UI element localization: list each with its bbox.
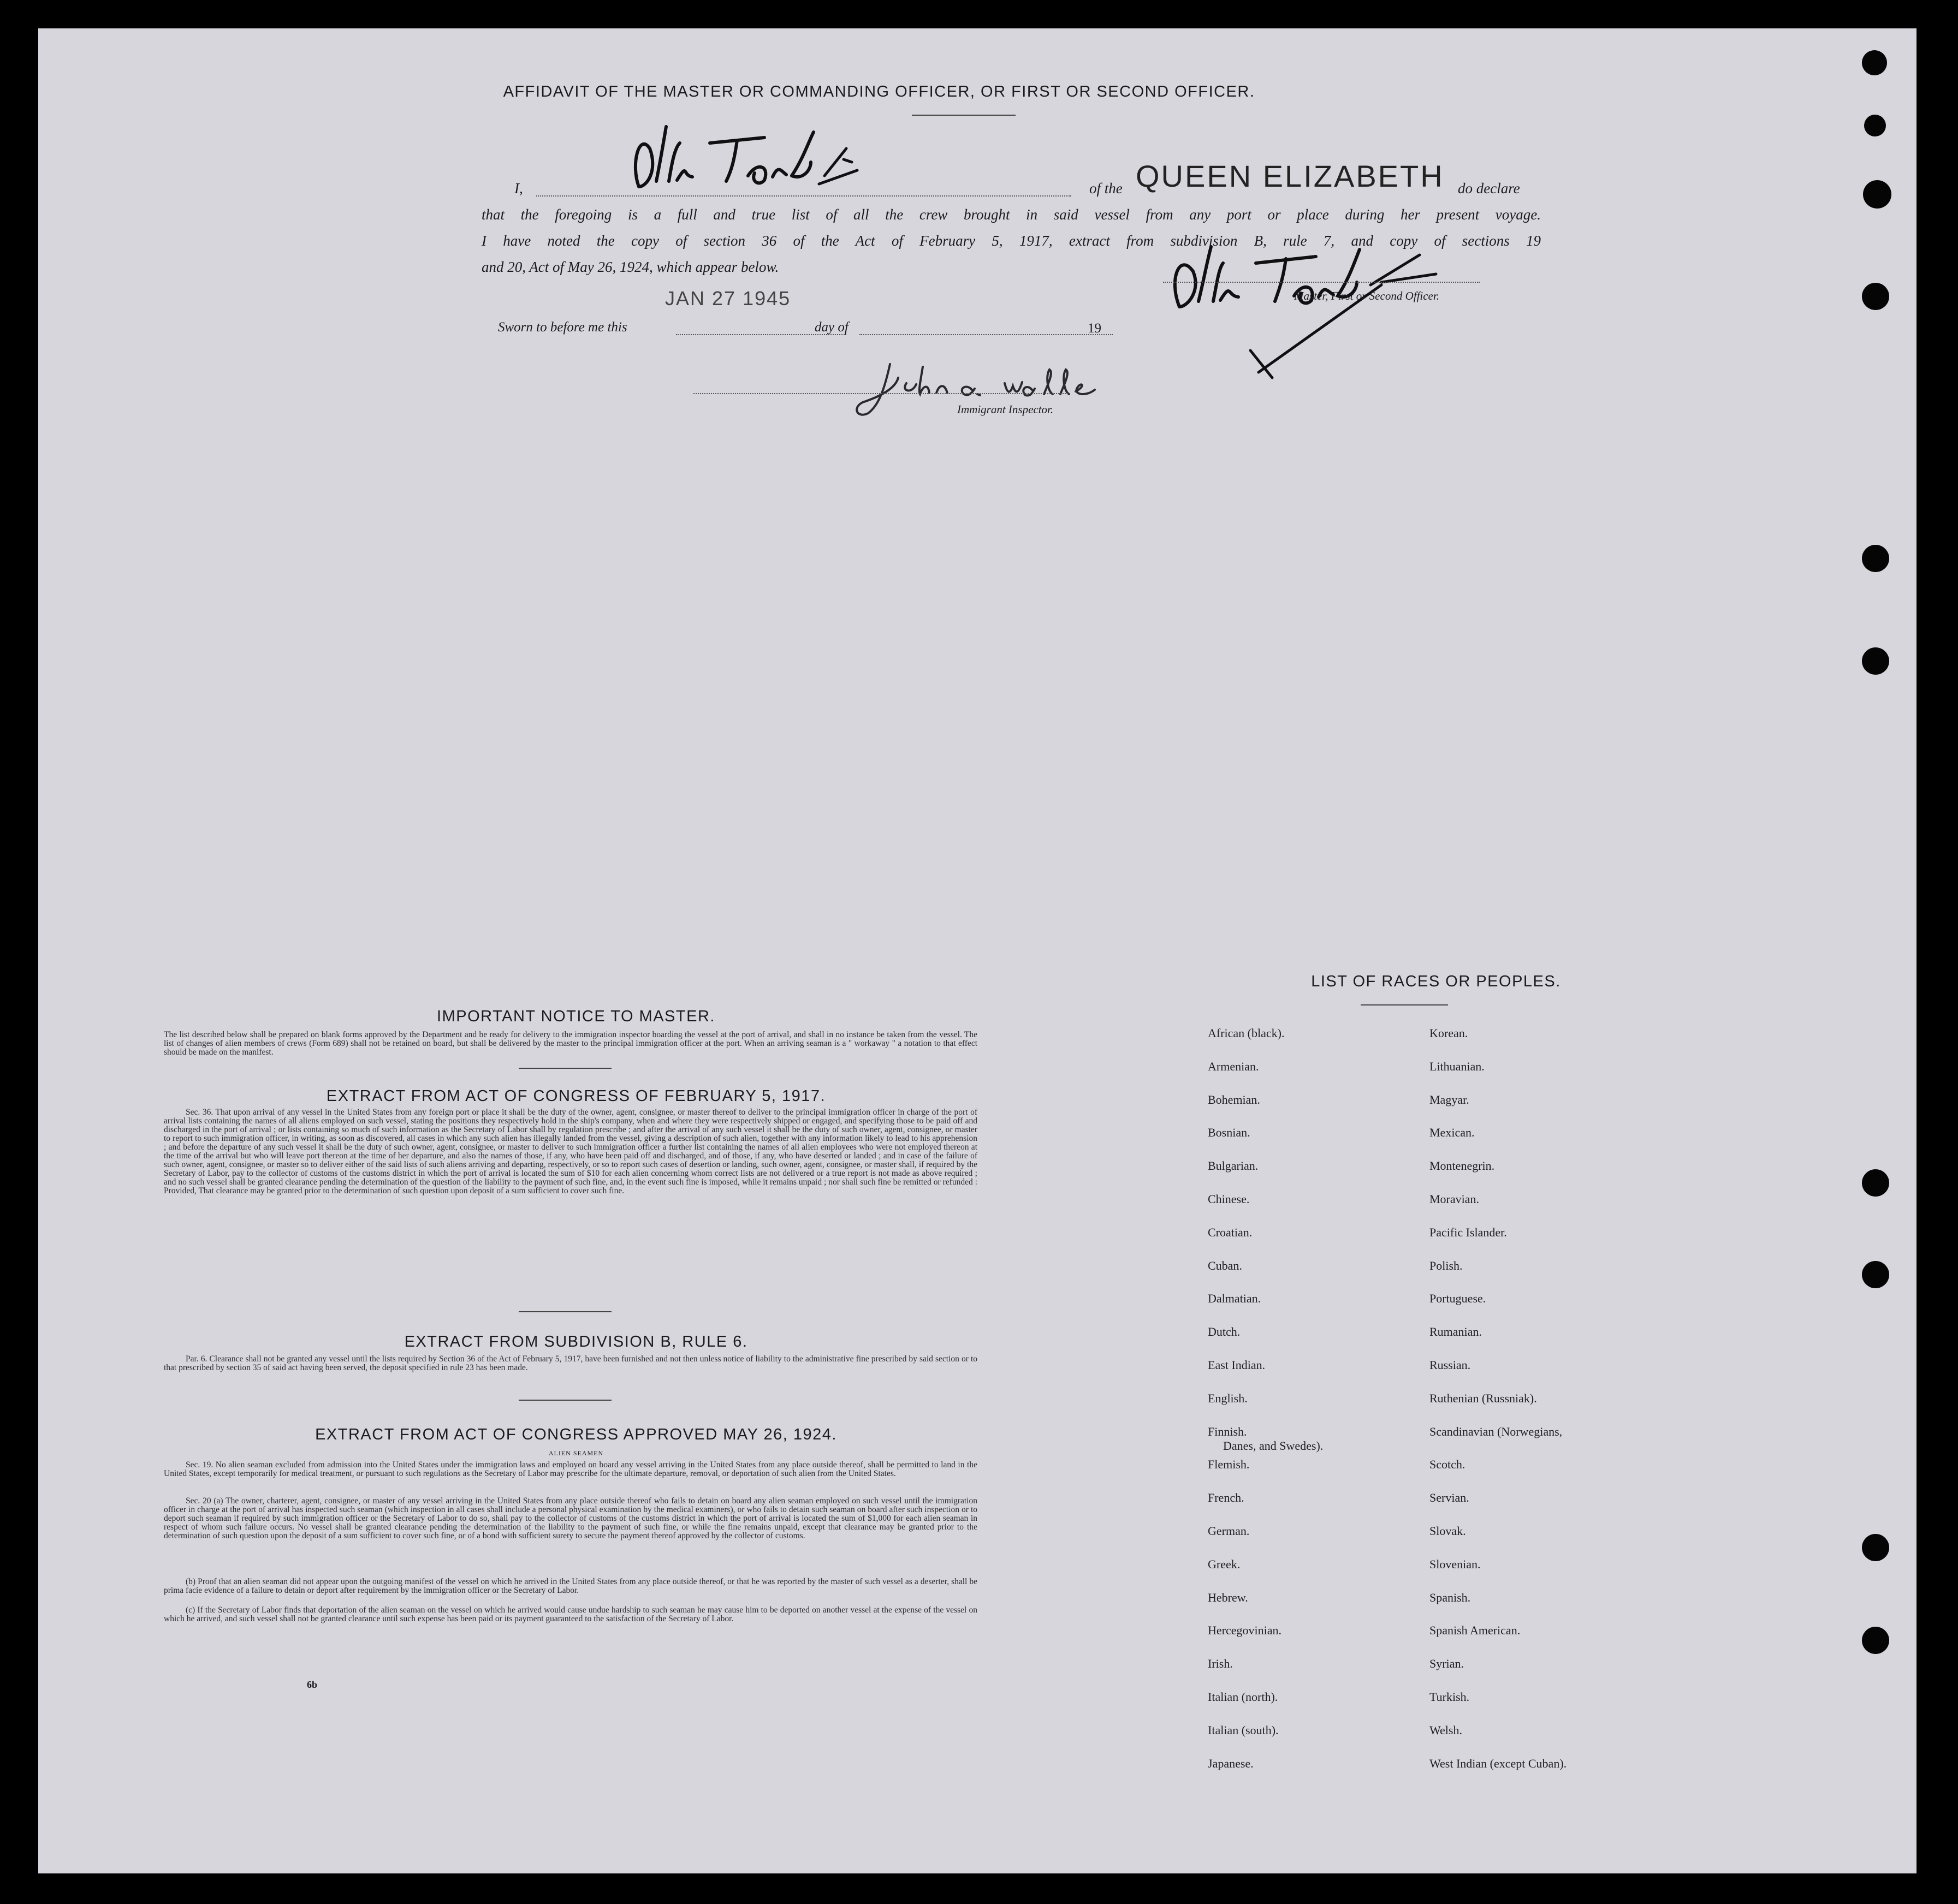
affidavit-title: AFFIDAVIT OF THE MASTER OR COMMANDING OFFICER, OR FIRST OR SECOND OFFICER. [503,83,1255,100]
race-item: Servian. [1429,1491,1469,1505]
signature-master-top [628,110,857,203]
punch-hole [1862,50,1887,75]
race-item: Moravian. [1429,1192,1480,1206]
race-item: Scotch. [1429,1457,1465,1472]
race-item: Flemish. [1208,1457,1250,1472]
date-stamp: JAN 27 1945 [665,287,791,310]
race-item: Korean. [1429,1026,1468,1040]
notice-title: IMPORTANT NOTICE TO MASTER. [437,1008,715,1025]
subdivision-text: Par. 6. Clearance shall not be granted any vessel until the lists required by Section 36 of the Act of February 5, 1917, have been furnished and not then unless notice of liability to the administrative fine prescribed by said section or to that prescribed by section 35 of said act having been served, the deposit specified in rule 23 has been made. [164,1354,977,1372]
sworn-month-line [859,334,1113,335]
document-page [38,28,1917,1873]
race-item: Hebrew. [1208,1590,1248,1604]
inspector-caption: Immigrant Inspector. [957,403,1054,416]
race-item: Japanese. [1208,1756,1254,1770]
race-item: Cuban. [1208,1258,1242,1272]
affidavit-do-declare: do declare [1458,180,1520,197]
act1924-section-19: Sec. 19. No alien seaman excluded from admission into the United States under the immigration laws and employed on board any vessel arriving in the United States from any place outside thereof, shall be permitted to land in the United States, except temporarily for medical treatment, or pursuant to such regulations as the Secretary of Labor may prescribe for the ultimate departure, removal, or deportation of such alien from the United States. [164,1460,977,1478]
race-item: Spanish American. [1429,1623,1521,1638]
notice-divider [519,1068,612,1069]
race-item: Welsh. [1429,1723,1462,1737]
master-caption: Master, First or Second Officer. [1294,289,1439,302]
race-item: Italian (south). [1208,1723,1279,1737]
race-item: Italian (north). [1208,1690,1278,1704]
race-item: Slovak. [1429,1524,1466,1538]
race-item: Bulgarian. [1208,1159,1259,1173]
punch-hole [1862,1261,1889,1288]
punch-hole [1862,1169,1889,1197]
race-item: Portuguese. [1429,1292,1486,1306]
race-item: Irish. [1208,1657,1233,1671]
race-item: Armenian. [1208,1059,1259,1073]
races-title: LIST OF RACES OR PEOPLES. [1311,973,1561,990]
affidavit-i: I, [514,180,523,197]
race-item: Slovenian. [1429,1557,1481,1571]
act1917-divider [519,1311,612,1312]
form-code: 6b [307,1679,318,1690]
race-item: Mexican. [1429,1126,1475,1140]
year-prefix: 19 [1088,321,1101,336]
race-item: Dutch. [1208,1325,1241,1339]
race-item: English. [1208,1391,1248,1405]
day-of-text: day of [815,320,849,335]
race-item: Spanish. [1429,1590,1471,1604]
act1917-text: Sec. 36. That upon arrival of any vessel in the United States from any foreign port or place it shall be the duty of the owner, agent, consignee, or master thereof to deliver to the principal immigration officer in charge of the port of arrival lists containing the names of all aliens employed on such vessel, stating the positions they respectively hold in the ship's company, when and where they were respectively shipped or engaged, and specifying those to be paid off and discharged in the port of arrival ; or lists containing so much of such information as the Secretary of Labor shall by regulation prescribe ; and after the arrival of any such vessel it shall be the duty of such owner, agent, consignee, or master to report to such immigration officer, in writing, as soon as discovered, all cases in which any such alien has illegally landed from the vessel, giving a description of such alien, together with any information likely to lead to his apprehension ; and before the departure of any such vessel it shall be the duty of such owner, agent, consignee, or master to deliver to such immigration officer a further list containing the names of all alien employees who were not employed thereon at the time of the arrival but who will leave port thereon at the time of her departure, and also the names of those, if any, who have been paid off and discharged, and of those, if any, who have deserted or landed ; and in case of the failure of such owner, agent, consignee, or master so to deliver either of the said lists of such aliens arriving and departing, respectively, or so to report such cases of desertion or landing, such owner, agent, consignee, or master shall, if required by the Secretary of Labor, pay to the collector of customs of the customs district in which the port of arrival is located the sum of $10 for each alien concerning whom correct lists are not delivered or a true report is not made as above required ; and no such vessel shall be granted clearance pending the determination of the question of the liability to the payment of such fine, and, in the event such fine is imposed, while it remains unpaid ; nor shall such fine be remitted or refunded : Provided, That clearance may be granted prior to the determination of such question upon deposit of a sum sufficient to cover such fine. [164,1108,977,1195]
race-item: Montenegrin. [1429,1159,1495,1173]
act1924-title: EXTRACT FROM ACT OF CONGRESS APPROVED MAY 26, 1924. [315,1426,837,1443]
act1924-section-20c: (c) If the Secretary of Labor finds that deportation of the alien seaman on the vessel on which he arrived would cause undue hardship to such seaman he may cause him to be deported on another vessel at the expense of the vessel on which he arrived, and such vessel shall not be granted clearance until such expense has been paid or its payment guaranteed to the satisfaction of the Secretary of Labor. [164,1605,977,1623]
punch-hole [1863,180,1891,209]
punch-hole [1862,1534,1889,1561]
race-item: Dalmatian. [1208,1292,1261,1306]
race-item: Scandinavian (Norwegians, [1429,1424,1563,1438]
race-item: West Indian (except Cuban). [1429,1756,1567,1770]
punch-hole [1862,545,1889,572]
race-item: Finnish. [1208,1424,1247,1438]
affidavit-line-2: I have noted the copy of section 36 of the Act of February 5, 1917, extract from subdivision B, rule 7, and copy of sections 19 [482,233,1541,249]
inspector-signature-line [693,393,1070,394]
race-item: East Indian. [1208,1358,1266,1372]
affidavit-line-1: that the foregoing is a full and true list of all the crew brought in said vessel from any port or place during her present voyage. [482,206,1541,223]
title-divider [912,115,1016,116]
punch-hole [1862,647,1889,675]
race-item: Croatian. [1208,1225,1253,1239]
act1924-subtitle: ALIEN SEAMEN [548,1449,604,1457]
race-item: Russian. [1429,1358,1471,1372]
race-item: Greek. [1208,1557,1241,1571]
race-item: African (black). [1208,1026,1285,1040]
act1924-section-20a: Sec. 20 (a) The owner, charterer, agent, consignee, or master of any vessel arriving in the United States from any place outside thereof who fails to detain on board any alien seaman employed on such vessel until the immigration officer in charge at the port of arrival has inspected such seaman (which inspection in all cases shall include a personal physical examination by the medical examiners), or who fails to detain such seaman on board after such inspection or to deport such seaman if required by such immigration officer or the Secretary of Labor to do so, shall pay to the collector of customs of the customs district in which the port of arrival is located the sum of $1,000 for each alien seaman in respect of whom such failure occurs. No vessel shall be granted clearance pending the determination of the liability to the payment of such fine, or while the fine remains unpaid, except that clearance may be granted prior to the determination of such question upon the deposit of a sum sufficient to cover such fine, or of a bond with sufficient surety to secure the payment thereof approved by the collector of customs. [164,1496,977,1540]
ship-name-stamp: QUEEN ELIZABETH [1136,159,1444,193]
race-item: Bohemian. [1208,1092,1260,1106]
master-signature-line [1163,282,1480,283]
race-item: German. [1208,1524,1250,1538]
affidavit-line-3: and 20, Act of May 26, 1924, which appear below. [482,259,779,275]
race-item: Bosnian. [1208,1126,1250,1140]
race-item: Rumanian. [1429,1325,1482,1339]
notice-text: The list described below shall be prepared on blank forms approved by the Department and be ready for delivery to the immigration inspector boarding the vessel at the port of arrival, and shall in no instance be taken from the vessel. The list of changes of alien members of crews (Form 689) shall not be retained on board, but shall be delivered by the master to the principal immigration officer at the port. When an arriving seaman is a " workaway " a notation to that effect should be made on the manifest. [164,1030,977,1057]
punch-hole [1862,1627,1889,1654]
race-item: Pacific Islander. [1429,1225,1507,1239]
race-item: Danes, and Swedes). [1223,1438,1324,1453]
punch-hole [1862,283,1889,310]
race-item: Syrian. [1429,1657,1464,1671]
act1924-section-20b: (b) Proof that an alien seaman did not appear upon the outgoing manifest of the vessel on which he arrived in the United States from any place outside thereof, or that he was reported by the master of such vessel as a deserter, shall be prima facie evidence of a failure to detain or deport after requirement by the immigration officer or the Secretary of Labor. [164,1577,977,1595]
race-item: Ruthenian (Russniak). [1429,1391,1537,1405]
affidavit-of-the: of the [1089,180,1123,197]
punch-hole [1864,115,1886,136]
race-item: Magyar. [1429,1092,1469,1106]
race-item: Hercegovinian. [1208,1623,1281,1638]
race-item: Turkish. [1429,1690,1470,1704]
sworn-text: Sworn to before me this [498,320,627,335]
act1917-title: EXTRACT FROM ACT OF CONGRESS OF FEBRUARY 5, 1917. [326,1087,826,1105]
race-item: Lithuanian. [1429,1059,1485,1073]
races-divider [1361,1004,1448,1005]
subdivision-title: EXTRACT FROM SUBDIVISION B, RULE 6. [404,1333,748,1350]
race-item: French. [1208,1491,1244,1505]
race-item: Chinese. [1208,1192,1250,1206]
subdivision-divider [519,1400,612,1401]
race-item: Polish. [1429,1258,1463,1272]
